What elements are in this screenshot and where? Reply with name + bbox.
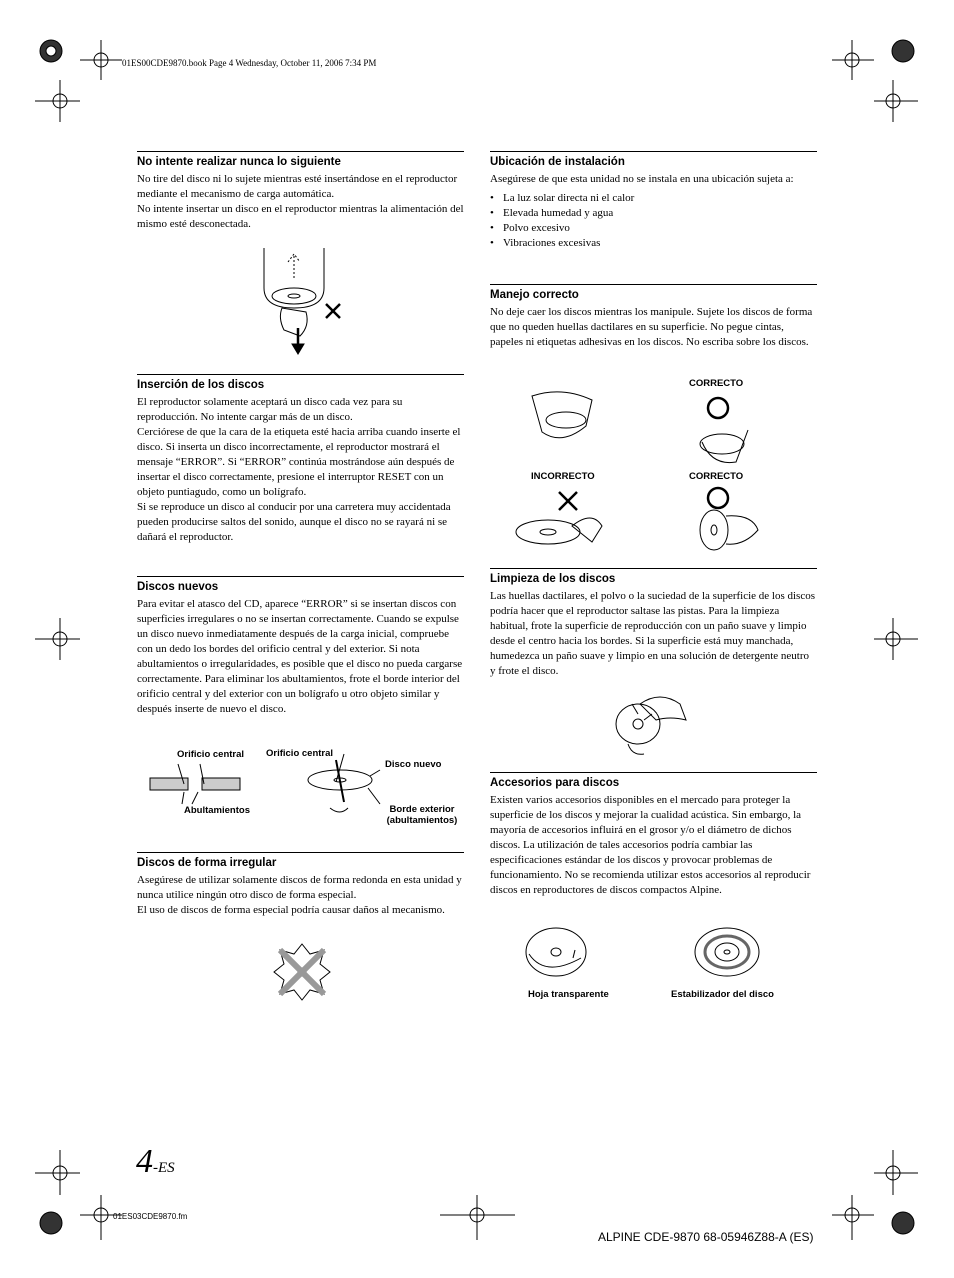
section-forma-irregular <box>137 852 464 918</box>
footer-model: ALPINE CDE-9870 68-05946Z88-A (ES) <box>598 1230 814 1244</box>
caption-line: Borde exterior <box>389 804 455 815</box>
paragraph: Existen varios accesorios disponibles en el mercado para proteger la superficie de los discos y mejorar la cualidad acústica. Sin embargo, la mayoría de accesorios influirá en el grosor y/o el diámetro de dichos discos. La utilización de tales accesorios podría cambiar las especificaciones estándar de los discos y provocar problemas de funcionamiento. No se recomienda utilizar estos accesorios al reproducir discos en reproductores de discos compactos Alpine. <box>490 794 811 896</box>
list-item: • Polvo excesivo <box>490 221 817 236</box>
section-insercion <box>137 374 464 545</box>
section-title: No intente realizar nunca lo siguiente <box>137 151 464 170</box>
caption-correcto-1: CORRECTO <box>689 378 744 389</box>
caption-hoja-transparente: Hoja transparente <box>528 989 609 1000</box>
section-manejo <box>490 284 817 350</box>
caption-correcto-2: CORRECTO <box>689 471 744 482</box>
paragraph: Asegúrese de que esta unidad no se instala en una ubicación sujeta a: <box>490 173 794 185</box>
section-title: Discos de forma irregular <box>137 852 464 871</box>
paragraph: Si se reproduce un disco al conducir por una carretera muy accidentada pueden producirse saltos del sonido, aunque el disco no se rayará ni se dañará el reproductor. <box>137 501 451 543</box>
section-title: Accesorios para discos <box>490 772 817 791</box>
section-limpieza <box>490 568 817 679</box>
paragraph: El reproductor solamente aceptará un disco cada vez para su reproducción. No intente cargar más de un disco. <box>137 396 403 423</box>
paragraph: Las huellas dactilares, el polvo o la suciedad de la superficie de los discos podría hacer que el reproductor saltase las pistas. Para la limpieza habitual, frote la superficie de reproducción con un paño suave y limpio desde el centro hacia los bordes. Si la superficie está muy manchada, humedezca un paño suave y limpio en una solución de detergente neutro y frote el disco. <box>490 590 816 677</box>
conditions-list <box>490 191 817 251</box>
paragraph: El uso de discos de forma especial podría causar daños al mecanismo. <box>137 904 445 916</box>
section-discos-nuevos <box>137 576 464 717</box>
section-title: Inserción de los discos <box>137 374 464 393</box>
paragraph: Para evitar el atasco del CD, aparece “ERROR” si se insertan discos con superficies irregulares o no se insertan correctamente. Cuando se expulse un disco nuevo inmediatamente después de la carga inicial, compruebe con un dedo los bordes del orificio central y del exterior. Si nota abultamientos o irregularidades, es posible que el disco no pueda cargarse correctamente. Para eliminar los abultamientos, frote el borde interior del orificio central y del exterior con un bolígrafo u otro objeto similar y después inserte de nuevo el disco. <box>137 598 463 715</box>
page-number-digit: 4 <box>136 1143 153 1180</box>
paragraph: No deje caer los discos mientras los manipule. Sujete los discos de forma que no queden huellas dactilares en su superficie. No pegue cintas, papeles ni etiquetas adhesivas en los discos. No escriba sobre los discos. <box>490 306 813 348</box>
caption-borde-exterior <box>378 804 466 826</box>
paragraph: Cerciórese de que la cara de la etiqueta esté hacia arriba cuando inserte el disco. Si inserta un disco incorrectamente, el reproductor mostrará el mensaje “ERROR”. Si “ERROR” continúa mostrándose aún después de insertar el disco correctamente, presione el interruptor RESET con un objeto puntiagudo, como un bolígrafo. <box>137 426 461 498</box>
section-no-intente <box>137 151 464 232</box>
section-accesorios <box>490 772 817 898</box>
book-info: 01ES00CDE9870.book Page 4 Wednesday, October 11, 2006 7:34 PM <box>122 58 377 68</box>
list-item: • Elevada humedad y agua <box>490 206 817 221</box>
caption-orificio-central-2: Orificio central <box>266 748 334 759</box>
page-number <box>136 1145 175 1185</box>
section-title: Manejo correcto <box>490 284 817 303</box>
caption-abultamientos: Abultamientos <box>184 805 250 816</box>
disc-pull-illustration <box>258 248 358 358</box>
caption-disco-nuevo: Disco nuevo <box>385 759 442 770</box>
paragraph: Asegúrese de utilizar solamente discos de forma redonda en esta unidad y nunca utilice ningún otro disco de forma especial. <box>137 874 462 901</box>
section-title: Ubicación de instalación <box>490 151 817 170</box>
caption-incorrecto: INCORRECTO <box>531 471 595 482</box>
paragraph: No intente insertar un disco en el reproductor mientras la alimentación del mismo esté desconectada. <box>137 203 464 230</box>
cleaning-illustration <box>610 690 690 756</box>
caption-line: (abultamientos) <box>386 815 458 826</box>
section-title: Limpieza de los discos <box>490 568 817 587</box>
list-item: • La luz solar directa ni el calor <box>490 191 817 206</box>
irregular-disc-illustration <box>270 940 334 1004</box>
paragraph: No tire del disco ni lo sujete mientras esté insertándose en el reproductor mediante el mecanismo de carga automática. <box>137 173 458 200</box>
footer-file: 01ES03CDE9870.fm <box>113 1212 188 1221</box>
section-ubicacion <box>490 151 817 251</box>
accessories-illustration <box>525 928 765 980</box>
section-title: Discos nuevos <box>137 576 464 595</box>
caption-estabilizador: Estabilizador del disco <box>671 989 774 1000</box>
page-number-suffix: -ES <box>153 1160 175 1176</box>
caption-orificio-central-1: Orificio central <box>177 749 245 760</box>
list-item: • Vibraciones excesivas <box>490 236 817 251</box>
